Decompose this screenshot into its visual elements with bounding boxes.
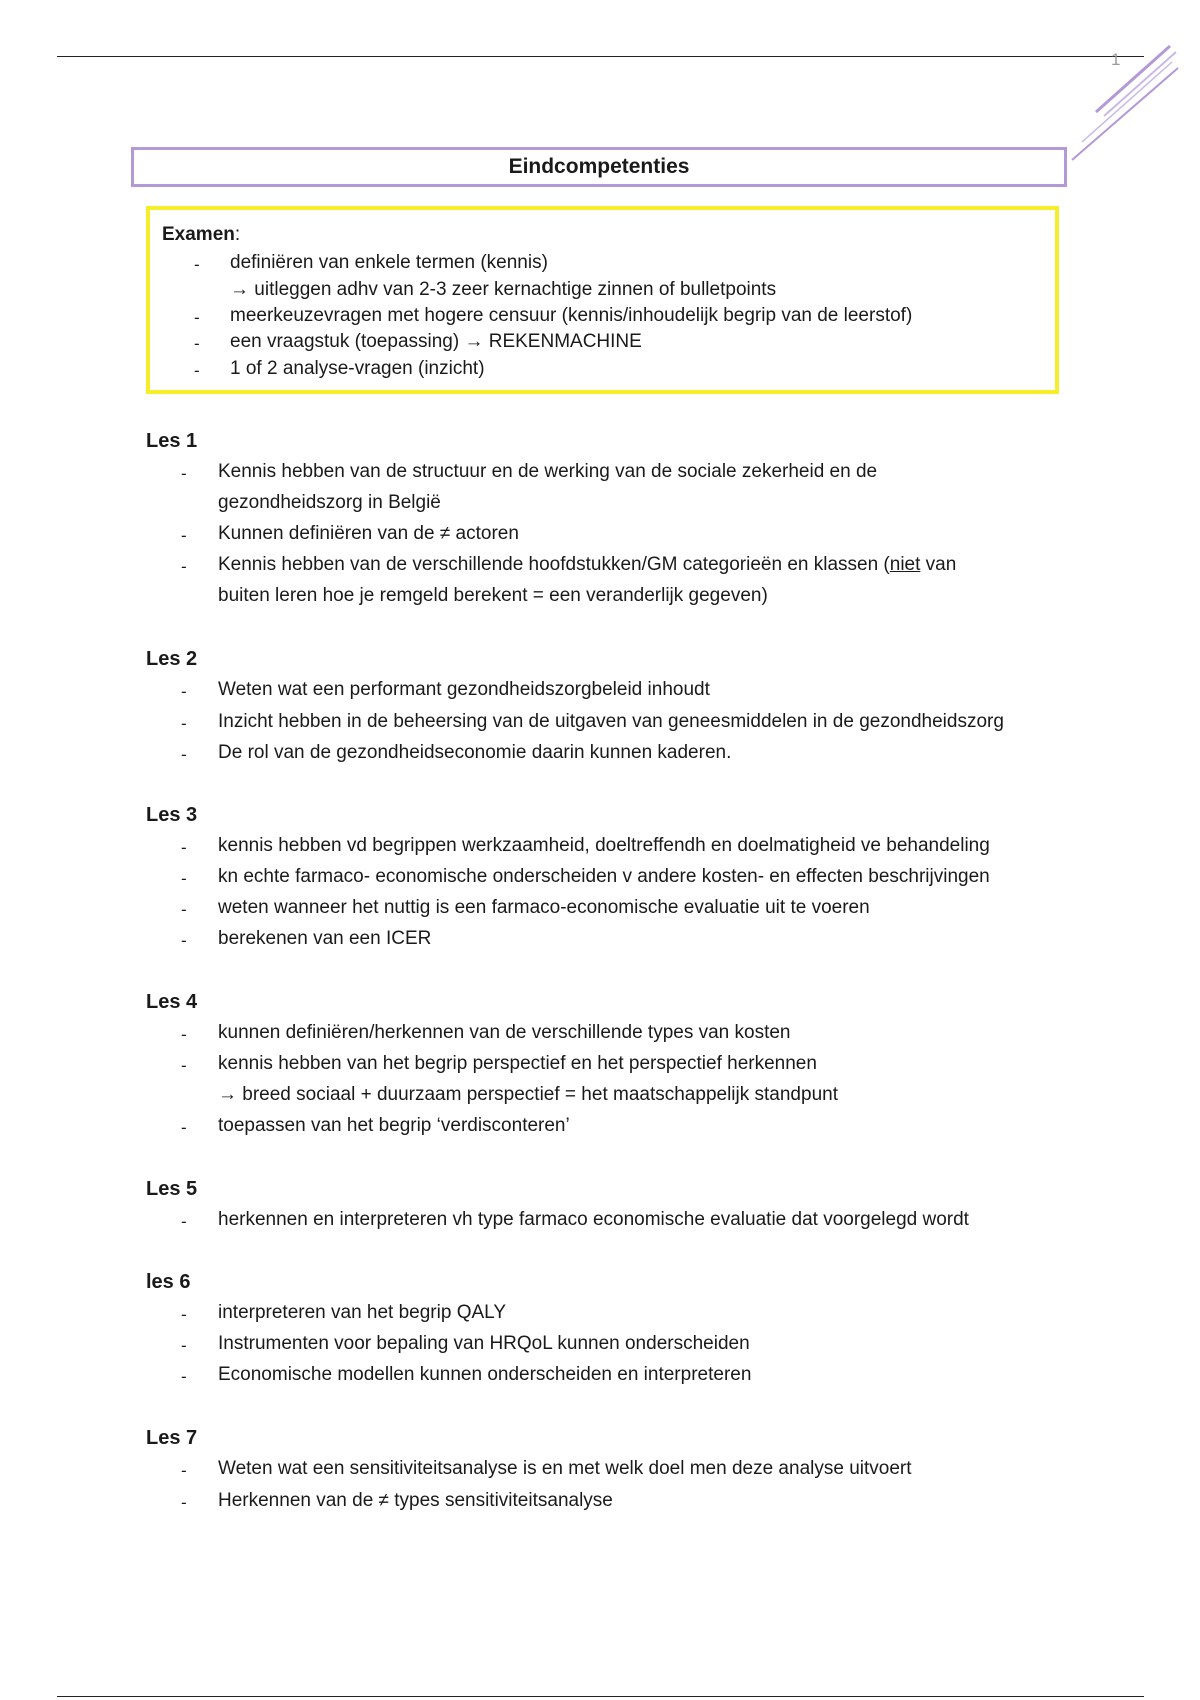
bullet-dash: - — [181, 526, 187, 545]
footer-rule — [57, 1696, 1144, 1697]
lesson-title: Les 4 — [146, 991, 198, 1013]
bullet-dash: - — [181, 714, 187, 733]
lesson-item: De rol van de gezondheidseconomie daarin kunnen kaderen. — [218, 742, 732, 763]
bullet-dash: - — [181, 1212, 187, 1231]
lesson-item: interpreteren van het begrip QALY — [218, 1302, 506, 1323]
bullet-dash: - — [181, 1056, 187, 1075]
bullet-dash: - — [181, 838, 187, 857]
lesson-item: kennis hebben vd begrippen werkzaamheid, doeltreffendh en doelmatigheid ve behandeling — [218, 835, 990, 856]
lesson-title: Les 2 — [146, 648, 198, 670]
lesson-item-text: van — [920, 554, 957, 575]
bullet-dash: - — [181, 1461, 187, 1480]
lesson-item: kn echte farmaco- economische onderscheiden v andere kosten- en effecten beschrijvingen — [218, 866, 990, 887]
lesson-item: kennis hebben van het begrip perspectief en het perspectief herkennen — [218, 1053, 817, 1074]
bullet-dash: - — [181, 682, 187, 701]
bullet-dash: - — [181, 745, 187, 764]
lesson-item: berekenen van een ICER — [218, 928, 432, 949]
bullet-dash: - — [194, 334, 200, 353]
bullet-dash: - — [181, 931, 187, 950]
bullet-dash: - — [181, 900, 187, 919]
exam-item-subline: → uitleggen adhv van 2-3 zeer kernachtige zinnen of bulletpoints — [230, 279, 777, 300]
exam-item: definiëren van enkele termen (kennis) — [230, 252, 548, 273]
corner-decoration — [1060, 40, 1200, 170]
bullet-dash: - — [194, 361, 200, 380]
page-title: Eindcompetenties — [508, 155, 690, 178]
title-box — [131, 147, 1067, 187]
bullet-dash: - — [181, 464, 187, 483]
lesson-item: Instrumenten voor bepaling van HRQoL kunnen onderscheiden — [218, 1333, 750, 1354]
bullet-dash: - — [181, 1025, 187, 1044]
exam-box — [146, 206, 1059, 394]
lesson-title: Les 1 — [146, 430, 198, 452]
lesson-item: Inzicht hebben in de beheersing van de uitgaven van geneesmiddelen in de gezondheidszorg — [218, 711, 1004, 732]
lesson-item: Herkennen van de ≠ types sensitiviteitsanalyse — [218, 1490, 613, 1511]
lesson-item: kunnen definiëren/herkennen van de verschillende types van kosten — [218, 1022, 791, 1043]
exam-item: een vraagstuk (toepassing) → REKENMACHINE — [230, 331, 642, 352]
exam-heading — [162, 224, 240, 246]
lesson-item: Weten wat een performant gezondheidszorgbeleid inhoudt — [218, 679, 710, 700]
lesson-item-subline: → breed sociaal + duurzaam perspectief = het maatschappelijk standpunt — [218, 1084, 838, 1105]
lesson-item: toepassen van het begrip ‘verdisconteren’ — [218, 1115, 570, 1136]
lesson-item: Kennis hebben van de structuur en de werking van de sociale zekerheid en de — [218, 461, 878, 482]
header-rule — [57, 56, 1144, 57]
lesson-title: les 6 — [146, 1271, 191, 1293]
exam-heading-label: Examen — [162, 224, 235, 245]
lesson-item: Kunnen definiëren van de ≠ actoren — [218, 523, 519, 544]
page-number: 1 — [1111, 50, 1121, 69]
bullet-dash: - — [181, 1336, 187, 1355]
lesson-item — [218, 554, 956, 576]
bullet-dash: - — [181, 1118, 187, 1137]
exam-heading-colon: : — [234, 224, 241, 245]
lesson-item-continuation: buiten leren hoe je remgeld berekent = een veranderlijk gegeven) — [218, 585, 768, 606]
lesson-item: herkennen en interpreteren vh type farmaco economische evaluatie dat voorgelegd wordt — [218, 1209, 969, 1230]
exam-item: 1 of 2 analyse-vragen (inzicht) — [230, 358, 485, 379]
lesson-item: Weten wat een sensitiviteitsanalyse is en met welk doel men deze analyse uitvoert — [218, 1458, 912, 1479]
bullet-dash: - — [181, 1367, 187, 1386]
bullet-dash: - — [181, 1493, 187, 1512]
lesson-title: Les 3 — [146, 804, 198, 826]
underlined-word: niet — [889, 554, 921, 575]
bullet-dash: - — [181, 1305, 187, 1324]
exam-item: meerkeuzevragen met hogere censuur (kennis/inhoudelijk begrip van de leerstof) — [230, 305, 913, 326]
lesson-item-continuation: gezondheidszorg in België — [218, 492, 441, 513]
lesson-item: Economische modellen kunnen onderscheiden en interpreteren — [218, 1364, 752, 1385]
lesson-title: Les 5 — [146, 1178, 198, 1200]
lesson-title: Les 7 — [146, 1427, 198, 1449]
bullet-dash: - — [194, 308, 200, 327]
lesson-item-text: Kennis hebben van de verschillende hoofdstukken/GM categorieën en klassen ( — [218, 554, 890, 575]
bullet-dash: - — [181, 869, 187, 888]
bullet-dash: - — [194, 255, 200, 274]
bullet-dash: - — [181, 557, 187, 576]
lesson-item: weten wanneer het nuttig is een farmaco-economische evaluatie uit te voeren — [218, 897, 870, 918]
